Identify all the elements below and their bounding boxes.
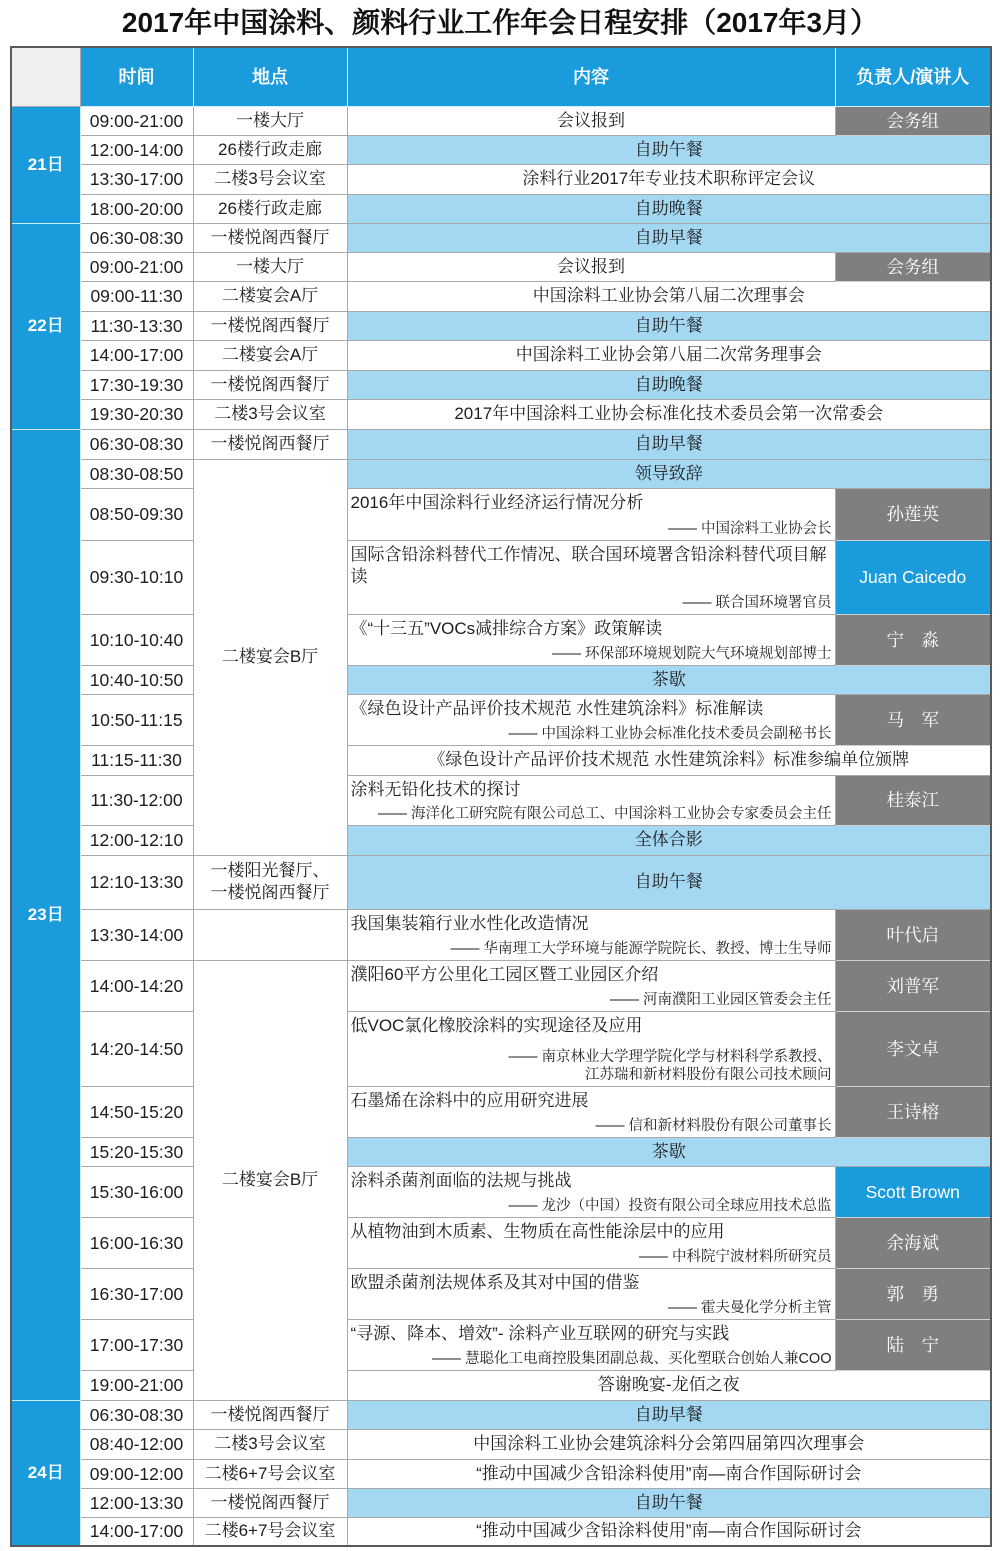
schedule-row <box>11 1400 991 1429</box>
speaker-cell: 王诗榕 <box>835 1086 991 1137</box>
schedule-row <box>11 1517 991 1546</box>
content-cell: 自助晚餐 <box>347 194 991 223</box>
content-cell: 自助午餐 <box>347 135 991 164</box>
talk-affiliation: —— 中科院宁波材料所研究员 <box>638 1248 832 1265</box>
time-cell: 15:30-16:00 <box>80 1166 193 1217</box>
talk-affiliation: —— 霍夫曼化学分析主管 <box>667 1299 832 1316</box>
day-label: 22日 <box>11 223 80 429</box>
content-cell <box>347 540 835 614</box>
speaker-cell: Juan Caicedo <box>835 540 991 614</box>
schedule-row <box>11 909 991 960</box>
time-cell: 14:50-15:20 <box>80 1086 193 1137</box>
schedule-row <box>11 459 991 488</box>
talk-affiliation: —— 华南理工大学环境与能源学院院长、教授、博士生导师 <box>450 940 832 957</box>
schedule-row <box>11 745 991 775</box>
header-time: 时间 <box>80 47 193 106</box>
content-cell: 茶歇 <box>347 665 991 694</box>
talk-affiliation-group <box>351 1048 832 1084</box>
time-cell: 09:00-21:00 <box>80 252 193 281</box>
location-cell: 一楼大厅 <box>193 106 347 135</box>
talk-title: 涂料杀菌剂面临的法规与挑战 <box>350 1170 572 1190</box>
schedule-row <box>11 960 991 1011</box>
location-cell: 二楼3号会议室 <box>193 164 347 194</box>
content-cell: 《绿色设计产品评价技术规范 水性建筑涂料》标准参编单位颁牌 <box>347 745 991 775</box>
content-cell: 会议报到 <box>347 106 835 135</box>
time-cell: 16:00-16:30 <box>80 1217 193 1268</box>
talk-title: 濮阳60平方公里化工园区暨工业园区介绍 <box>350 964 659 984</box>
content-cell <box>347 1011 835 1086</box>
location-cell: 二楼宴会A厅 <box>193 340 347 370</box>
talk-affiliation: —— 河南濮阳工业园区管委会主任 <box>609 991 832 1008</box>
schedule-table <box>10 46 992 1547</box>
location-cell <box>193 855 347 909</box>
time-cell: 10:50-11:15 <box>80 694 193 745</box>
time-cell: 15:20-15:30 <box>80 1137 193 1166</box>
location-cell: 二楼宴会A厅 <box>193 281 347 311</box>
speaker-cell: 刘普军 <box>835 960 991 1011</box>
speaker-cell: 余海斌 <box>835 1217 991 1268</box>
talk-affiliation: —— 联合国环境署官员 <box>682 594 832 611</box>
content-cell <box>347 1086 835 1137</box>
schedule-row <box>11 665 991 694</box>
header-corner <box>11 47 80 106</box>
time-cell: 11:30-13:30 <box>80 311 193 340</box>
schedule-row <box>11 340 991 370</box>
day-label: 23日 <box>11 429 80 1400</box>
schedule-row <box>11 1217 991 1268</box>
content-cell: 自助午餐 <box>347 1488 991 1517</box>
talk-affiliation: —— 慧聪化工电商控股集团副总裁、买化塑联合创始人兼COO <box>431 1350 832 1367</box>
location-cell <box>193 909 347 960</box>
schedule-row <box>11 1086 991 1137</box>
talk-affiliation: —— 南京林业大学理学院化学与材料科学系教授、 <box>508 1048 832 1065</box>
time-cell: 14:00-17:00 <box>80 340 193 370</box>
page-title: 2017年中国涂料、颜料行业工作年会日程安排（2017年3月） <box>121 7 879 38</box>
location-cell: 二楼宴会B厅 <box>193 459 347 855</box>
content-cell: 自助午餐 <box>347 311 991 340</box>
time-cell: 16:30-17:00 <box>80 1268 193 1319</box>
speaker-cell: 会务组 <box>835 106 991 135</box>
content-cell <box>347 1268 835 1319</box>
header-location: 地点 <box>193 47 347 106</box>
schedule-row <box>11 1319 991 1370</box>
schedule-row <box>11 1011 991 1086</box>
schedule-row <box>11 252 991 281</box>
schedule-row <box>11 775 991 825</box>
location-cell: 二楼3号会议室 <box>193 1429 347 1459</box>
schedule-row <box>11 106 991 135</box>
schedule-row <box>11 1429 991 1459</box>
time-cell: 17:30-19:30 <box>80 370 193 399</box>
talk-title: 《“十三五”VOCs减排综合方案》政策解读 <box>350 618 663 638</box>
header-content: 内容 <box>347 47 835 106</box>
location-cell: 26楼行政走廊 <box>193 135 347 164</box>
schedule-row <box>11 694 991 745</box>
content-cell: 中国涂料工业协会建筑涂料分会第四届第四次理事会 <box>347 1429 991 1459</box>
content-cell: 2017年中国涂料工业协会标准化技术委员会第一次常委会 <box>347 399 991 429</box>
location-line: 一楼悦阁西餐厅 <box>210 883 330 902</box>
time-cell: 08:40-12:00 <box>80 1429 193 1459</box>
content-cell: 自助早餐 <box>347 429 991 459</box>
location-cell: 一楼悦阁西餐厅 <box>193 223 347 252</box>
time-cell: 19:00-21:00 <box>80 1370 193 1400</box>
content-cell: “推动中国减少含铅涂料使用”南—南合作国际研讨会 <box>347 1459 991 1488</box>
time-cell: 12:10-13:30 <box>80 855 193 909</box>
location-cell: 一楼悦阁西餐厅 <box>193 1488 347 1517</box>
talk-title: “寻源、降本、增效”- 涂料产业互联网的研究与实践 <box>350 1323 730 1343</box>
content-cell: 中国涂料工业协会第八届二次理事会 <box>347 281 991 311</box>
talk-title: 2016年中国涂料行业经济运行情况分析 <box>350 492 644 512</box>
content-cell: 自助晚餐 <box>347 370 991 399</box>
time-cell: 11:30-12:00 <box>80 775 193 825</box>
talk-title: 我国集装箱行业水性化改造情况 <box>350 913 589 933</box>
location-cell: 一楼大厅 <box>193 252 347 281</box>
time-cell: 12:00-13:30 <box>80 1488 193 1517</box>
schedule-row <box>11 370 991 399</box>
schedule-row <box>11 135 991 164</box>
talk-affiliation: —— 环保部环境规划院大气环境规划部博士 <box>551 645 832 662</box>
speaker-cell: 陆 宁 <box>835 1319 991 1370</box>
talk-title: 欧盟杀菌剂法规体系及其对中国的借鉴 <box>350 1272 640 1292</box>
content-cell: 自助早餐 <box>347 1400 991 1429</box>
schedule-row <box>11 488 991 540</box>
speaker-cell: 宁 淼 <box>835 614 991 665</box>
speaker-cell: 郭 勇 <box>835 1268 991 1319</box>
content-cell: 中国涂料工业协会第八届二次常务理事会 <box>347 340 991 370</box>
talk-title: 涂料无铅化技术的探讨 <box>350 779 521 799</box>
content-cell: “推动中国减少含铅涂料使用”南—南合作国际研讨会 <box>347 1517 991 1546</box>
time-cell: 14:00-17:00 <box>80 1517 193 1546</box>
speaker-cell: Scott Brown <box>835 1166 991 1217</box>
time-cell: 13:30-14:00 <box>80 909 193 960</box>
talk-affiliation: —— 信和新材料股份有限公司董事长 <box>595 1117 832 1134</box>
location-cell: 二楼6+7号会议室 <box>193 1517 347 1546</box>
location-cell: 26楼行政走廊 <box>193 194 347 223</box>
content-cell: 涂料行业2017年专业技术职称评定会议 <box>347 164 991 194</box>
talk-affiliation: —— 龙沙（中国）投资有限公司全球应用技术总监 <box>508 1197 832 1214</box>
time-cell: 06:30-08:30 <box>80 223 193 252</box>
location-cell: 一楼悦阁西餐厅 <box>193 1400 347 1429</box>
content-cell <box>347 694 835 745</box>
talk-title: 《绿色设计产品评价技术规范 水性建筑涂料》标准解读 <box>350 698 764 718</box>
schedule-row <box>11 429 991 459</box>
location-line: 一楼阳光餐厅、 <box>210 861 330 880</box>
time-cell: 09:30-10:10 <box>80 540 193 614</box>
speaker-cell: 马 军 <box>835 694 991 745</box>
schedule-row <box>11 1166 991 1217</box>
content-cell: 自助早餐 <box>347 223 991 252</box>
content-cell <box>347 909 835 960</box>
time-cell: 10:40-10:50 <box>80 665 193 694</box>
time-cell: 08:30-08:50 <box>80 459 193 488</box>
schedule-row <box>11 1137 991 1166</box>
content-cell <box>347 1166 835 1217</box>
talk-affiliation: —— 中国涂料工业协会长 <box>667 520 832 537</box>
content-cell: 自助午餐 <box>347 855 991 909</box>
schedule-row <box>11 1268 991 1319</box>
time-cell: 06:30-08:30 <box>80 429 193 459</box>
schedule-row <box>11 855 991 909</box>
time-cell: 14:00-14:20 <box>80 960 193 1011</box>
time-cell: 18:00-20:00 <box>80 194 193 223</box>
location-cell: 一楼悦阁西餐厅 <box>193 311 347 340</box>
schedule-row <box>11 1488 991 1517</box>
time-cell: 12:00-12:10 <box>80 825 193 855</box>
content-cell: 茶歇 <box>347 1137 991 1166</box>
time-cell: 08:50-09:30 <box>80 488 193 540</box>
speaker-cell: 桂泰江 <box>835 775 991 825</box>
content-cell: 全体合影 <box>347 825 991 855</box>
speaker-cell: 叶代启 <box>835 909 991 960</box>
time-cell: 10:10-10:40 <box>80 614 193 665</box>
time-cell: 12:00-14:00 <box>80 135 193 164</box>
schedule-row <box>11 164 991 194</box>
talk-affiliation: —— 海洋化工研究院有限公司总工、中国涂料工业协会专家委员会主任 <box>377 805 832 822</box>
talk-title: 国际含铅涂料替代工作情况、联合国环境署含铅涂料替代项目解读 <box>350 544 827 586</box>
content-cell <box>347 1217 835 1268</box>
header-row <box>11 47 991 106</box>
time-cell: 09:00-12:00 <box>80 1459 193 1488</box>
location-cell: 一楼悦阁西餐厅 <box>193 370 347 399</box>
location-cell: 二楼宴会B厅 <box>193 960 347 1400</box>
speaker-cell: 孙莲英 <box>835 488 991 540</box>
time-cell: 11:15-11:30 <box>80 745 193 775</box>
time-cell: 17:00-17:30 <box>80 1319 193 1370</box>
time-cell: 14:20-14:50 <box>80 1011 193 1086</box>
schedule-row <box>11 399 991 429</box>
schedule-row <box>11 223 991 252</box>
schedule-row <box>11 281 991 311</box>
time-cell: 09:00-21:00 <box>80 106 193 135</box>
speaker-cell: 李文卓 <box>835 1011 991 1086</box>
time-cell: 13:30-17:00 <box>80 164 193 194</box>
schedule-row <box>11 825 991 855</box>
content-cell <box>347 614 835 665</box>
content-cell <box>347 1319 835 1370</box>
location-cell: 二楼6+7号会议室 <box>193 1459 347 1488</box>
content-cell: 答谢晚宴-龙佰之夜 <box>347 1370 991 1400</box>
schedule-row <box>11 1459 991 1488</box>
content-cell: 会议报到 <box>347 252 835 281</box>
content-cell <box>347 775 835 825</box>
talk-title: 低VOC氯化橡胶涂料的实现途径及应用 <box>350 1015 643 1035</box>
schedule-row <box>11 194 991 223</box>
time-cell: 09:00-11:30 <box>80 281 193 311</box>
talk-affiliation: —— 中国涂料工业协会标准化技术委员会副秘书长 <box>508 725 832 742</box>
content-cell <box>347 488 835 540</box>
schedule-row <box>11 311 991 340</box>
content-cell: 领导致辞 <box>347 459 991 488</box>
speaker-cell: 会务组 <box>835 252 991 281</box>
content-cell <box>347 960 835 1011</box>
schedule-row <box>11 540 991 614</box>
talk-affiliation: 江苏瑞和新材料股份有限公司技术顾问 <box>585 1066 832 1083</box>
day-label: 21日 <box>11 106 80 223</box>
time-cell: 19:30-20:30 <box>80 399 193 429</box>
header-speaker: 负责人/演讲人 <box>835 47 991 106</box>
day-label: 24日 <box>11 1400 80 1546</box>
schedule-row <box>11 614 991 665</box>
location-cell: 二楼3号会议室 <box>193 399 347 429</box>
talk-title: 从植物油到木质素、生物质在高性能涂层中的应用 <box>350 1221 725 1241</box>
time-cell: 06:30-08:30 <box>80 1400 193 1429</box>
talk-title: 石墨烯在涂料中的应用研究进展 <box>350 1090 589 1110</box>
location-cell: 一楼悦阁西餐厅 <box>193 429 347 459</box>
schedule-row <box>11 1370 991 1400</box>
